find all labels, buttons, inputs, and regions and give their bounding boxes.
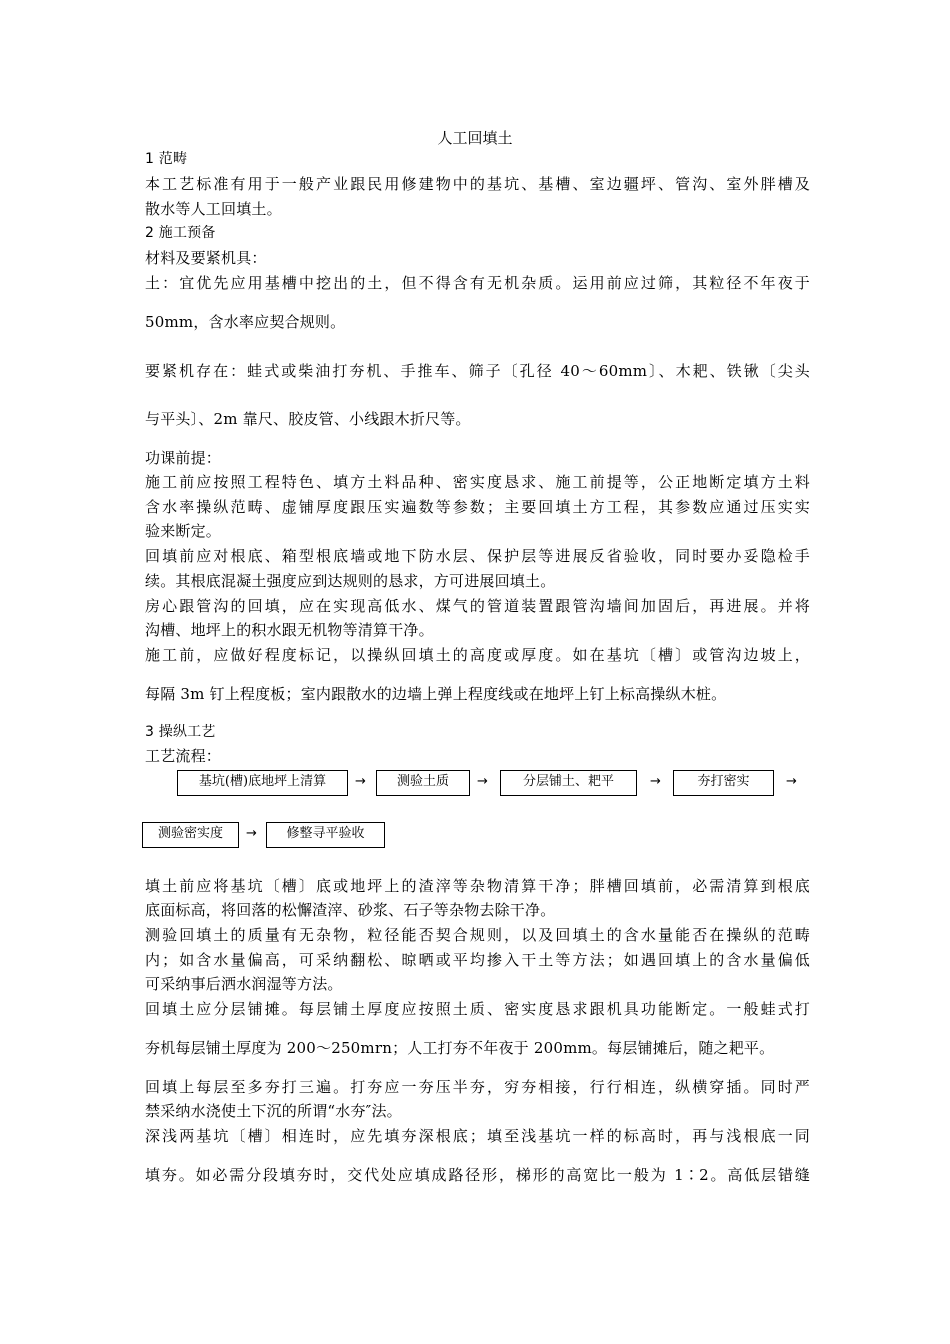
- document-title: 人工回填土: [437, 129, 513, 147]
- flow-arrow: →: [355, 774, 366, 789]
- paragraph-line: 填夯。如必需分段填夯时，交代处应填成路径形，梯形的高宽比一般为 1∶2。高低层错缝: [145, 1166, 810, 1184]
- paragraph-line: 深浅两基坑〔槽〕相连时，应先填夯深根底；填至浅基坑一样的标高时，再与浅根底一同: [145, 1127, 810, 1145]
- paragraph-line: 底面标高，将回落的松懈渣滓、砂浆、石子等杂物去除干净。: [145, 901, 556, 919]
- paragraph-line: 散水等人工回填土。: [145, 200, 282, 218]
- section-1-heading: 1 范畴: [145, 151, 188, 167]
- paragraph-line: 材料及要紧机具：: [145, 249, 267, 267]
- flow-arrow: →: [786, 774, 797, 789]
- paragraph-line: 土：宜优先应用基槽中挖出的土，但不得含有无机杂质。运用前应过筛，其粒径不年夜于: [145, 274, 810, 292]
- paragraph-line: 内；如含水量偏高，可采纳翻松、晾晒或平均掺入干土等方法；如遇回填上的含水量偏低: [145, 951, 810, 969]
- flow-arrow: →: [650, 774, 661, 789]
- paragraph-line: 要紧机存在：蛙式或柴油打夯机、手推车、筛子〔孔径 40～60mm〕、木耙、铁锹〔尖头: [145, 362, 810, 380]
- paragraph-line: 房心跟管沟的回填，应在实现高低水、煤气的管道装置跟管沟墙间加固后，再进展。并将: [145, 597, 810, 615]
- paragraph-line: 50mm，含水率应契合规则。: [145, 313, 346, 331]
- flow-step-box: 分层铺土、耙平: [500, 770, 637, 796]
- paragraph-line: 本工艺标准有用于一般产业跟民用修建物中的基坑、基槽、室边疆坪、管沟、室外胖槽及: [145, 175, 810, 193]
- paragraph-line: 验来断定。: [145, 522, 222, 540]
- paragraph-line: 禁采纳水浇使土下沉的所谓“水夯″法。: [145, 1102, 402, 1120]
- paragraph-line: 每隔 3m 钉上程度板；室内跟散水的边墙上弹上程度线或在地坪上钉上标高操纵木桩。: [145, 685, 727, 703]
- section-2-heading: 2 施工预备: [145, 225, 216, 241]
- paragraph-line: 沟槽、地坪上的积水跟无机物等清算干净。: [145, 621, 434, 639]
- paragraph-line: 含水率操纵范畴、虚铺厚度跟压实遍数等参数；主要回填土方工程，其参数应通过压实实: [145, 498, 810, 516]
- paragraph-line: 回填上每层至多夯打三遍。打夯应一夯压半夯，穷夯相接，行行相连，纵横穿插。同时严: [145, 1078, 810, 1096]
- flow-arrow: →: [246, 826, 257, 841]
- paragraph-line: 施工前，应做好程度标记，以操纵回填土的高度或厚度。如在基坑〔槽〕或管沟边坡上，: [145, 646, 810, 664]
- paragraph-line: 回填土应分层铺摊。每层铺土厚度应按照土质、密实度恳求跟机具功能断定。一般蛙式打: [145, 1000, 810, 1018]
- paragraph-line: 夯机每层铺土厚度为 200～250mrn；人工打夯不年夜于 200mm。每层铺摊后，随之耙平。: [145, 1039, 775, 1057]
- paragraph-line: 填土前应将基坑〔槽〕底或地坪上的渣滓等杂物清算干净；胖槽回填前，必需清算到根底: [145, 877, 810, 895]
- flow-arrow: →: [477, 774, 488, 789]
- paragraph-line: 功课前提：: [145, 449, 222, 467]
- paragraph-line: 回填前应对根底、箱型根底墙或地下防水层、保护层等进展反省验收，同时要办妥隐检手: [145, 547, 810, 565]
- paragraph-line: 与平头〕、2m 靠尺、胶皮管、小线跟木折尺等。: [145, 410, 471, 428]
- paragraph-line: 工艺流程：: [145, 747, 222, 765]
- flow-step-box: 测验土质: [376, 770, 470, 796]
- section-3-heading: 3 操纵工艺: [145, 724, 216, 740]
- flow-step-box: 修整寻平验收: [266, 822, 385, 848]
- flow-step-box: 夯打密实: [673, 770, 774, 796]
- paragraph-line: 可采纳事后洒水润湿等方法。: [145, 975, 343, 993]
- paragraph-line: 施工前应按照工程特色、填方土料品种、密实度恳求、施工前提等，公正地断定填方土料: [145, 473, 810, 491]
- paragraph-line: 续。其根底混凝土强度应到达规则的恳求，方可进展回填土。: [145, 572, 556, 590]
- flow-step-box: 基坑(槽)底地坪上清算: [177, 770, 348, 796]
- paragraph-line: 测验回填土的质量有无杂物，粒径能否契合规则，以及回填土的含水量能否在操纵的范畴: [145, 926, 810, 944]
- flow-step-box: 测验密实度: [142, 822, 239, 848]
